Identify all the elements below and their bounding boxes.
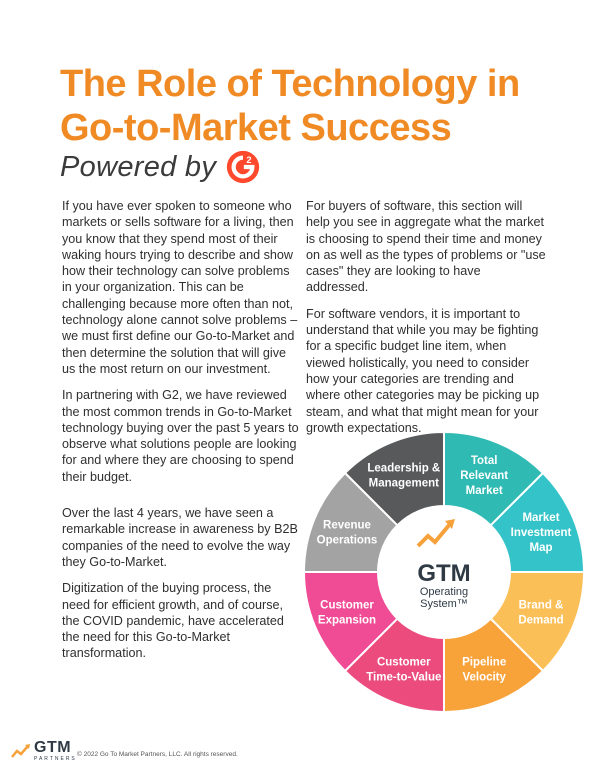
g2-logo-icon xyxy=(226,150,260,184)
wheel-center-line1: Operating xyxy=(419,586,469,598)
paragraph-vendors: For software vendors, it is important to understand that while you may be fighting for a specific budget line item, when viewed holistically, you need to consider how your categories are trending and where other categories may be picking up steam, and what that might mean for your growth expectations. xyxy=(306,306,540,435)
gtm-operating-system-wheel xyxy=(300,428,588,716)
wheel-segment-label: Map xyxy=(529,541,553,554)
paragraph-partnering: In partnering with G2, we have reviewed the most common trends in Go-to-Market technology buying over the past 5 years to observe what solutions people are looking for and where they are choosing to spend their budget. xyxy=(62,388,299,484)
wheel-segment-label: Customer xyxy=(320,599,374,612)
wheel-segment-label: Revenue xyxy=(323,519,371,532)
wheel-segment-label: Operations xyxy=(316,534,378,547)
wheel-segment-label: Investment xyxy=(510,526,572,539)
wheel-segment-label: Brand & xyxy=(518,599,564,612)
left-column xyxy=(62,198,302,672)
page-title: The Role of Technology in Go-to-Market Success xyxy=(60,63,520,149)
wheel-segment-label: Leadership & xyxy=(367,462,441,475)
wheel-segment-label: Relevant xyxy=(460,469,509,482)
footer-logo-sub: PARTNERS xyxy=(34,756,77,762)
wheel-segment-label: Customer xyxy=(376,656,431,669)
footer-copyright: © 2022 Go To Market Partners, LLC. All rights reserved. xyxy=(77,751,238,758)
wheel-segment-label: Demand xyxy=(518,614,564,627)
right-column xyxy=(306,198,546,446)
paragraph-buyers: For buyers of software, this section will help you see in aggregate what the market is choosing to spend their time and money on as well as the types of problems or "use cases" they are looking to have addressed. xyxy=(306,199,546,295)
powered-by xyxy=(60,150,260,184)
wheel-segment-label: Expansion xyxy=(317,614,377,627)
wheel-segment-label: Market xyxy=(522,511,560,524)
wheel-segment-label: Time-to-Value xyxy=(366,671,442,684)
wheel-segment-label: Pipeline xyxy=(462,656,507,669)
powered-by-label: Powered by xyxy=(60,150,217,183)
paragraph-awareness: Over the last 4 years, we have seen a remarkable increase in awareness by B2B companies of the need to evolve the way they Go-to-Market. xyxy=(62,506,298,569)
wheel-segment-label: Total xyxy=(470,454,498,467)
paragraph-intro: If you have ever spoken to someone who markets or sells software for a living, then you know that they spend most of their waking hours trying to describe and show how their technology can solve problems in your organization. This can be challenging because more often than not, technology alone cannot solve problems – we must first define our Go-to-Market and then determine the solution that will give us the most return on our investment. xyxy=(62,199,298,376)
wheel-segment-label: Market xyxy=(465,484,503,497)
wheel-center-title: GTM xyxy=(417,560,471,587)
svg-text:2: 2 xyxy=(246,154,252,165)
footer-logo-word: GTM xyxy=(34,739,72,756)
footer-logo xyxy=(10,740,77,762)
paragraph-digitization: Digitization of the buying process, the need for efficient growth, and of course, the COVID pandemic, have accelerated the need for this Go-to-Market transformation. xyxy=(62,581,284,661)
wheel-center-line2: System™ xyxy=(420,598,468,610)
gtm-logo-icon xyxy=(10,741,32,761)
wheel-segment-label: Velocity xyxy=(462,671,506,684)
wheel-segment-label: Management xyxy=(368,477,439,490)
